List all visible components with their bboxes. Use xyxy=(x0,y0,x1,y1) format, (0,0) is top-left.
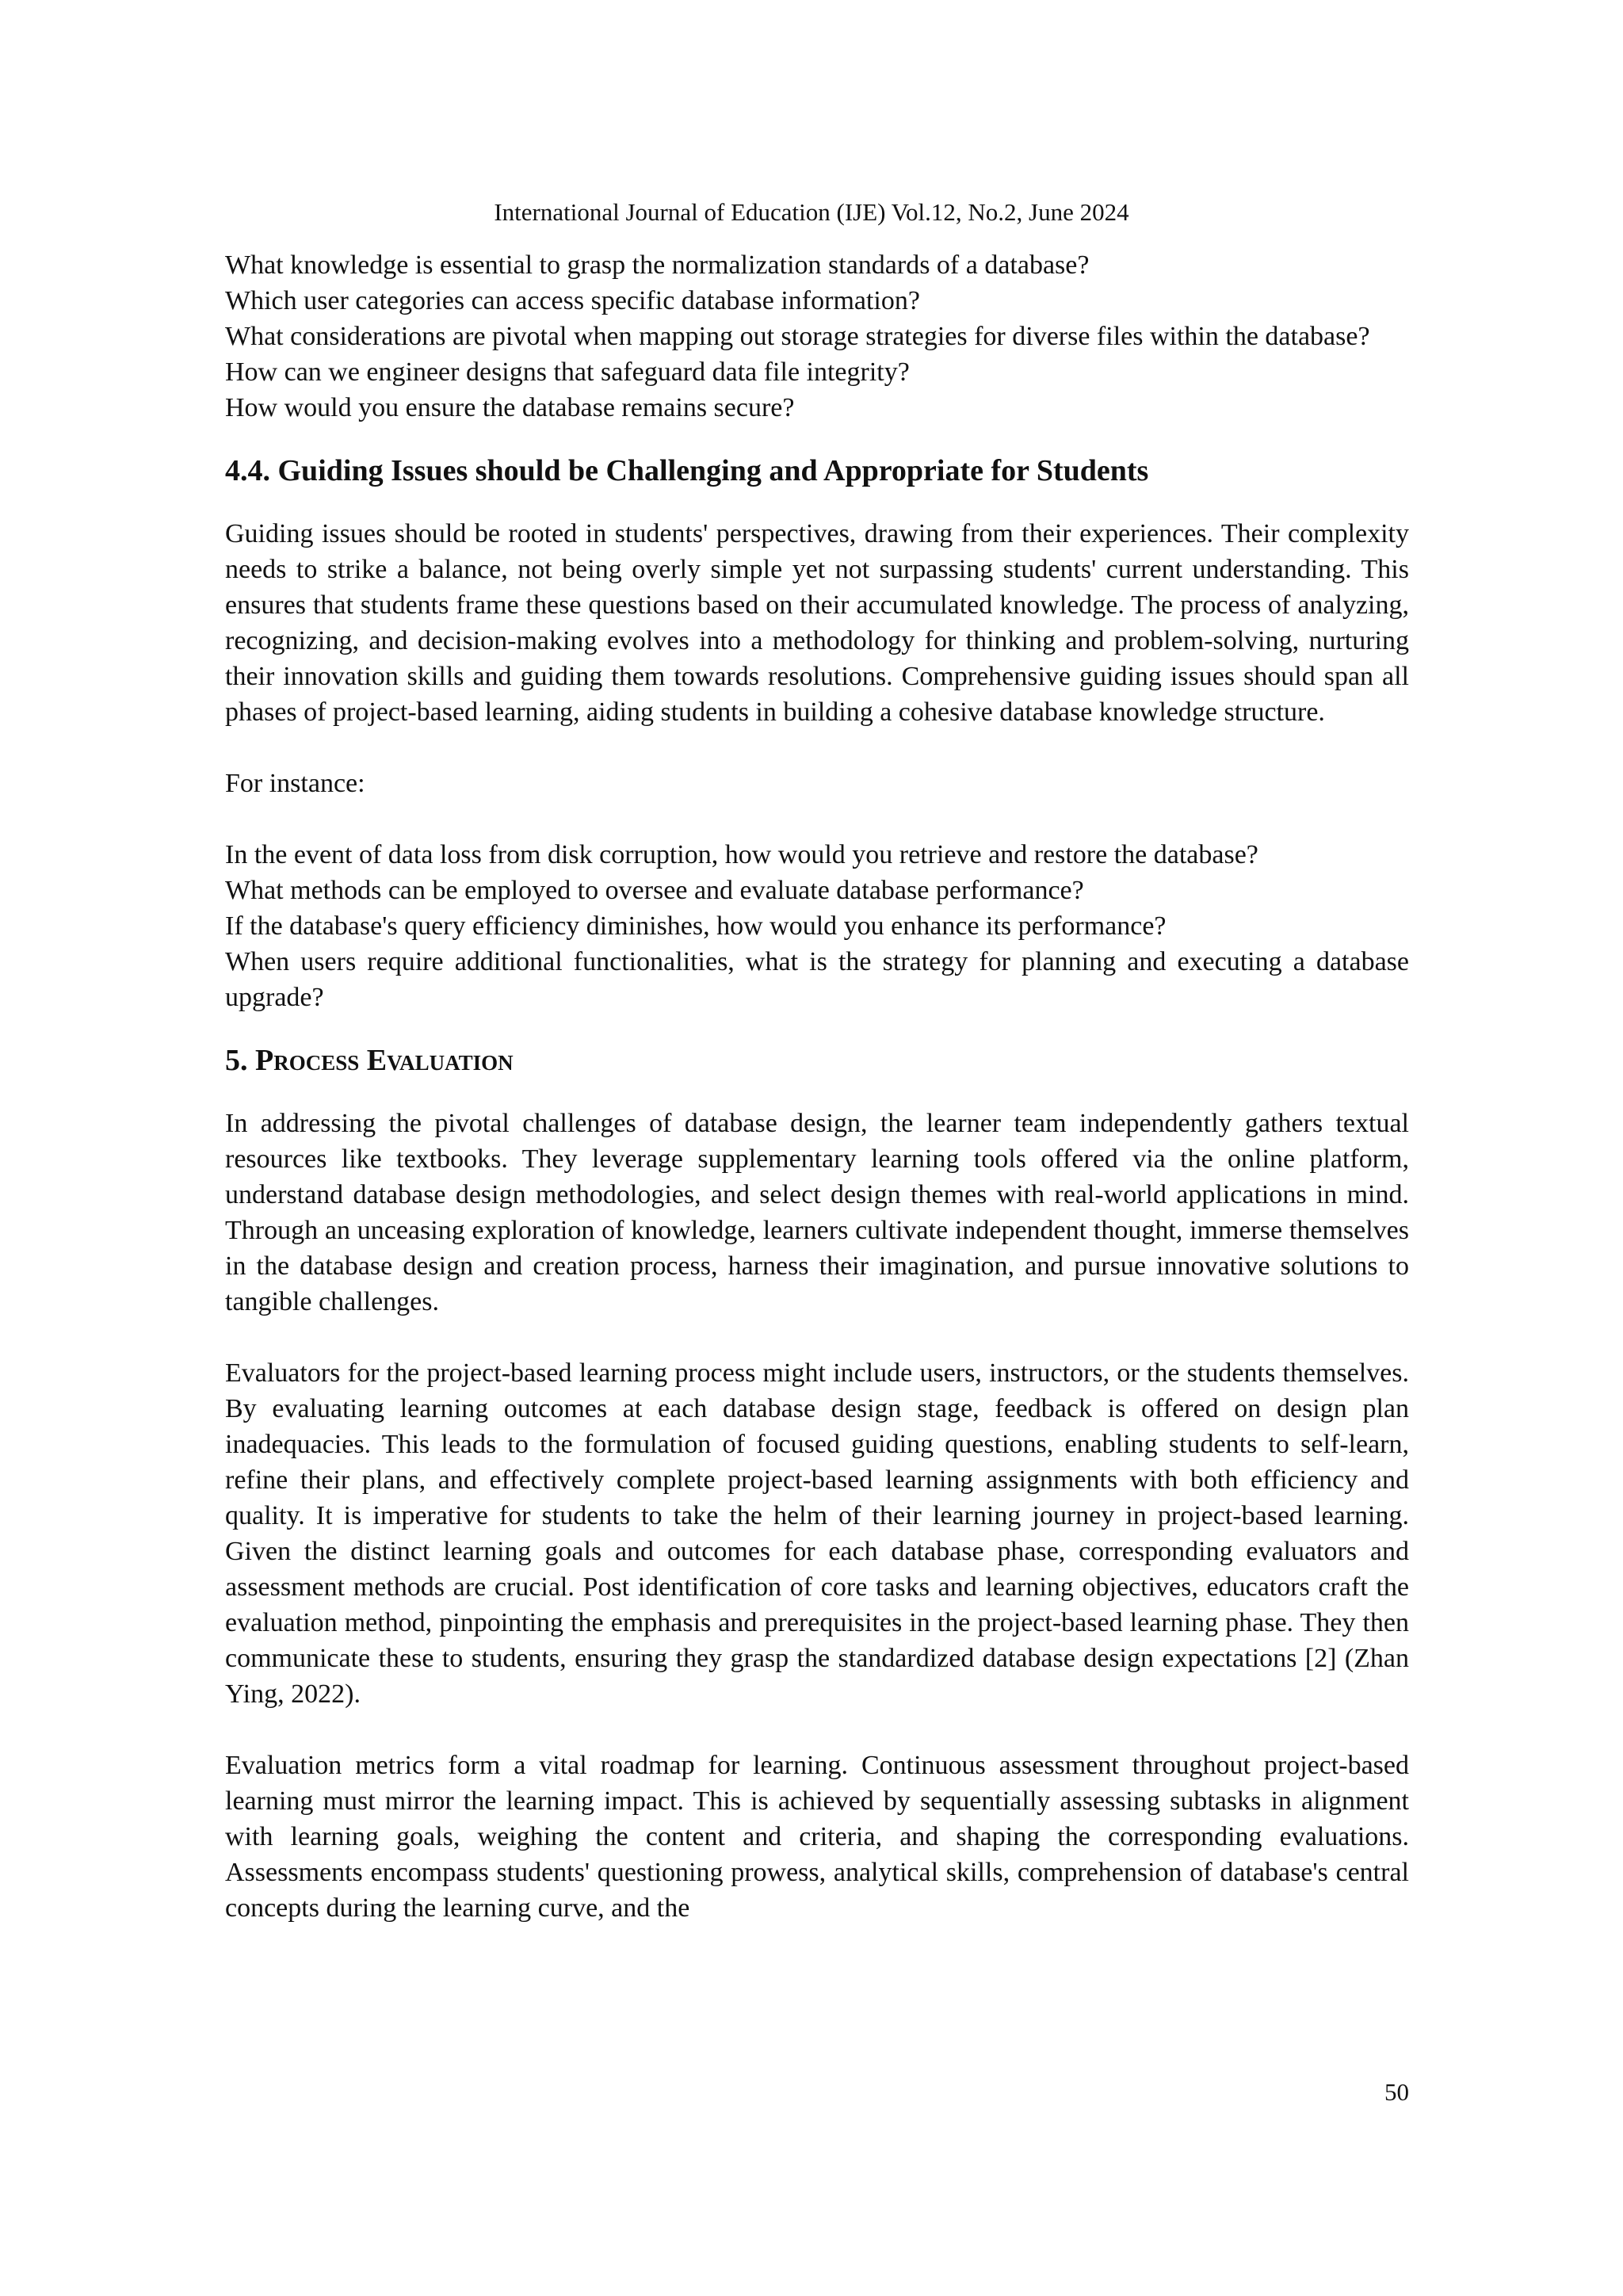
list-item: Which user categories can access specific database information? xyxy=(225,286,920,315)
list-item: In the event of data loss from disk corruption, how would you retrieve and restore the database? xyxy=(225,840,1258,869)
example-question-list xyxy=(225,837,1409,1015)
section-title: Process Evaluation xyxy=(255,1044,514,1077)
list-item: How can we engineer designs that safeguard data file integrity? xyxy=(225,357,910,387)
section-heading-5 xyxy=(225,1041,1409,1080)
paragraph-process-3: Evaluation metrics form a vital roadmap for learning. Continuous assessment throughout project-based learning must mirror the learning impact. This is achieved by sequentially assessing subtasks in alignment with learning goals, weighing the content and criteria, and shaping the corresponding evaluations. Assessments encompass students' questioning prowess, analytical skills, comprehension of database's central concepts during the learning curve, and the xyxy=(225,1751,1409,1923)
paragraph-process-1: In addressing the pivotal challenges of database design, the learner team independently gathers textual resources like textbooks. They leverage supplementary learning tools offered via the online platform, understand database design methodologies, and select design themes with real-world applications in mind. Through an unceasing exploration of knowledge, learners cultivate independent thought, immerse themselves in the database design and creation process, harness their imagination, and pursue innovative solutions to tangible challenges. xyxy=(225,1109,1409,1316)
paragraph-guiding-issues: Guiding issues should be rooted in students' perspectives, drawing from their experiences. Their complexity needs to strike a balance, not being overly simple yet not surpassing students' current understanding. This ensures that students frame these questions based on their accumulated knowledge. The process of analyzing, recognizing, and decision-making evolves into a methodology for thinking and problem-solving, nurturing their innovation skills and guiding them towards resolutions. Comprehensive guiding issues should span all phases of project-based learning, aiding students in building a cohesive database knowledge structure. xyxy=(225,519,1409,727)
question-list-top xyxy=(225,247,1409,426)
list-item: When users require additional functionalities, what is the strategy for planning and executing a database upgrade? xyxy=(225,947,1409,1012)
list-item: What methods can be employed to oversee and evaluate database performance? xyxy=(225,876,1084,905)
list-item: If the database's query efficiency diminishes, how would you enhance its performance? xyxy=(225,911,1167,941)
section-heading-4-4: 4.4. Guiding Issues should be Challenging and Appropriate for Students xyxy=(225,454,1149,487)
paragraph-process-2: Evaluators for the project-based learning process might include users, instructors, or the students themselves. By evaluating learning outcomes at each database design stage, feedback is offered on design plan inadequacies. This leads to the formulation of focused guiding questions, enabling students to self-learn, refine their plans, and effectively complete project-based learning assignments with both efficiency and quality. It is imperative for students to take the helm of their learning journey in project-based learning. Given the distinct learning goals and outcomes for each database phase, corresponding evaluators and assessment methods are crucial. Post identification of core tasks and learning objectives, educators craft the evaluation method, pinpointing the emphasis and prerequisites in the project-based learning phase. They then communicate these to students, ensuring they grasp the standardized database design expectations [2] (Zhan Ying, 2022). xyxy=(225,1358,1409,1709)
page-body xyxy=(225,247,1409,1926)
for-instance-label: For instance: xyxy=(225,769,365,798)
list-item: How would you ensure the database remains secure? xyxy=(225,393,795,422)
page-number: 50 xyxy=(1384,2078,1409,2106)
running-header: International Journal of Education (IJE) Vol.12, No.2, June 2024 xyxy=(494,198,1129,226)
list-item: What knowledge is essential to grasp the normalization standards of a database? xyxy=(225,250,1090,280)
section-number: 5. xyxy=(225,1044,248,1077)
list-item: What considerations are pivotal when mapping out storage strategies for diverse files within the database? xyxy=(225,322,1370,351)
